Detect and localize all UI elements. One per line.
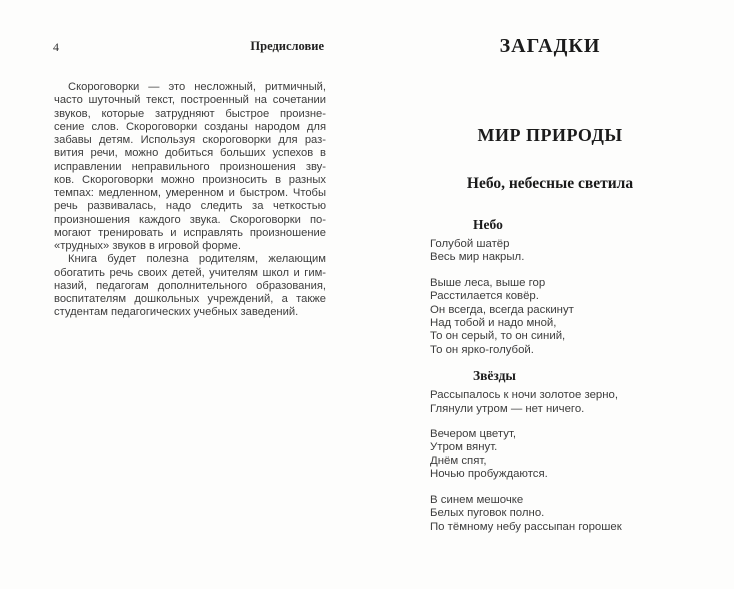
poem-line: Весь мир накрыл. <box>430 251 525 264</box>
poem-line: Голубой шатёр <box>430 238 510 250</box>
body-text-line: сение слов. Скороговорки созданы народом для <box>54 120 326 133</box>
body-text-line: исправлении неправильного произношения зву- <box>54 160 326 173</box>
poem-group <box>430 218 678 357</box>
poem-line: Выше леса, выше гор <box>430 276 546 289</box>
stanza <box>430 238 678 265</box>
poem-line: Рассыпалось к ночи золотое зерно, <box>430 389 619 402</box>
poem-line: Ночью пробуждаются. <box>430 468 548 481</box>
stanza <box>430 494 678 534</box>
subsection-title: Небо, небесные светила <box>466 175 634 192</box>
poem-line: Глянули утром — нет ничего. <box>430 402 585 415</box>
poem-line: Утром вянут. <box>430 441 498 454</box>
poem-line: Днём спят, <box>430 454 487 467</box>
stanza <box>430 428 678 482</box>
section-title: МИР ПРИРОДЫ <box>477 125 623 145</box>
body-text-line: воспитателям дошкольных учреждений, а также <box>54 293 326 305</box>
poem-line: Белых пуговок полно. <box>430 507 545 520</box>
body-text-line: произношения каждого звука. Скороговорки по- <box>54 213 326 226</box>
poem-line: Расстилается ковёр. <box>430 290 539 303</box>
poem-area <box>430 218 678 534</box>
poem-line: То он серый, то он синий, <box>430 330 566 343</box>
body-text-line: темпах: медленном, умеренном и быстром. Чтобы <box>54 187 326 199</box>
body-text-line: студентам педагогических учебных заведений. <box>54 306 299 319</box>
left-body <box>54 81 326 320</box>
poem-heading: Небо <box>473 217 503 232</box>
left-page-header <box>53 39 326 54</box>
body-text-line: «трудных» звуков в игровой форме. <box>54 240 241 252</box>
body-text-line: ков. Скороговорки можно произносить в разных <box>54 173 326 186</box>
poem-heading: Звёзды <box>473 368 516 384</box>
stanza <box>430 277 678 357</box>
poem-line: По тёмному небу рассыпан горошек <box>430 520 622 533</box>
body-text-line: назий, педагогам дополнительного образования, <box>54 279 326 292</box>
page-number: 4 <box>53 40 59 54</box>
poem-line: Вечером цветут, <box>430 428 517 441</box>
poem-group <box>430 369 678 534</box>
body-text-line: часто шуточный текст, построенный на сочетании <box>54 94 326 107</box>
body-text-line: вития речи, можно добиться больших успехов в <box>54 147 326 160</box>
poem-line: Над тобой и надо мной, <box>430 317 557 330</box>
body-text-line: звуков, которые затрудняют быстрое произне- <box>54 107 326 120</box>
stanza <box>430 389 678 416</box>
body-text-line: Скороговорки — это несложный, ритмичный, <box>68 81 326 93</box>
body-text-line: забавы детям. Используя скороговорки для раз- <box>54 134 326 146</box>
poem-line: В синем мешочке <box>430 493 524 506</box>
poem-line: То он ярко-голубой. <box>430 343 534 356</box>
body-text-line: Книга будет полезна родителям, желающим <box>68 253 326 266</box>
body-text-line: могают тренировать и исправлять произношение <box>54 226 326 239</box>
body-text-line: обогатить речь своих детей, учителям школ и гим- <box>54 266 326 279</box>
running-head: Предисловие <box>250 39 324 53</box>
poem-line: Он всегда, всегда раскинут <box>430 303 574 316</box>
part-title: ЗАГАДКИ <box>499 35 601 57</box>
body-text-line: речь развивалась, надо следить за четкостью <box>54 200 326 213</box>
